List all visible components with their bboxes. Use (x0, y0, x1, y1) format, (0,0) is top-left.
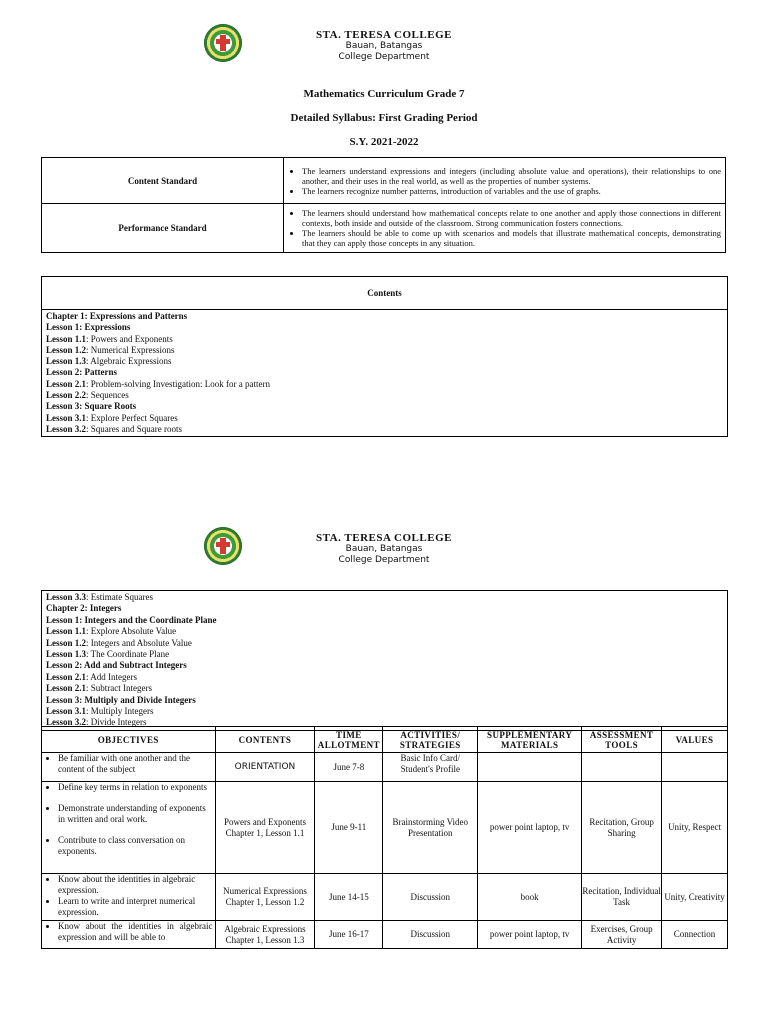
lesson-number: Lesson 3 (46, 401, 80, 412)
list-item: • Demonstrate understanding of exponents in written and oral work. (58, 803, 213, 825)
lesson-number: Lesson 3.2 (46, 717, 87, 728)
page-header (0, 29, 768, 63)
contents-line (46, 592, 723, 603)
lesson-number: Lesson 2.1 (46, 378, 87, 389)
contents-list (42, 310, 728, 437)
materials-cell: book (478, 874, 582, 921)
lesson-number: Lesson 3 (46, 694, 80, 705)
lesson-number: Lesson 2.1 (46, 671, 87, 682)
list-item: • The learners recognize number patterns, introduction of variables and the use of graphs. (302, 186, 721, 196)
lesson-number: Lesson 3.1 (46, 706, 87, 717)
contents-line (46, 334, 723, 345)
time-cell: June 14-15 (315, 874, 383, 921)
lesson-title: : The Coordinate Plane (86, 649, 170, 660)
lesson-number: Lesson 1.2 (46, 637, 87, 648)
college-name: STA. TERESA COLLEGE (316, 29, 452, 41)
lesson-title: : Numerical Expressions (86, 344, 175, 355)
contents-line (46, 626, 723, 637)
objectives-cell (42, 782, 216, 874)
lesson-title: : Algebraic Expressions (86, 356, 172, 367)
contents-table (41, 276, 728, 437)
contents-cell: Powers and Exponents Chapter 1, Lesson 1.1 (215, 782, 315, 874)
header-time-allotment: TIME ALLOTMENT (315, 727, 383, 753)
college-department: College Department (338, 555, 430, 565)
contents-cell: ORIENTATION (215, 753, 315, 782)
contents-line (46, 672, 723, 683)
contents-line (46, 413, 723, 424)
values-cell: Connection (662, 921, 728, 949)
table-row (42, 874, 728, 921)
materials-cell (478, 753, 582, 782)
objectives-cell (42, 753, 216, 782)
contents-line (46, 345, 723, 356)
time-cell: June 9-11 (315, 782, 383, 874)
values-cell: Unity, Respect (662, 782, 728, 874)
lesson-number: Lesson 1 (46, 322, 80, 333)
contents-list (42, 591, 728, 731)
college-location: Bauan, Batangas (345, 41, 423, 51)
lesson-number: Lesson 3.2 (46, 423, 87, 434)
lesson-number: Lesson 1.3 (46, 356, 87, 367)
lesson-title: : Multiply and Divide Integers (79, 694, 196, 705)
lesson-title: : Add and Subtract Integers (79, 660, 187, 671)
college-location: Bauan, Batangas (345, 544, 423, 554)
materials-cell: power point laptop, tv (478, 921, 582, 949)
list-item: • The learners should be able to come up with scenarios and models that illustrate mathematical concepts, demonstrating that they can apply those concepts in any situation. (302, 228, 721, 248)
materials-cell: power point laptop, tv (478, 782, 582, 874)
lesson-title: : Patterns (79, 367, 118, 378)
assessment-cell (582, 753, 662, 782)
contents-cell: Numerical Expressions Chapter 1, Lesson 1.2 (215, 874, 315, 921)
contents-line (46, 424, 723, 435)
lesson-number: Lesson 1 (46, 614, 80, 625)
content-standard-text (284, 158, 726, 204)
school-year: S.Y. 2021-2022 (349, 136, 419, 148)
performance-standard-text (284, 204, 726, 253)
contents-line (46, 356, 723, 367)
header-values: VALUES (662, 727, 728, 753)
header-assessment: ASSESSMENT TOOLS (582, 727, 662, 753)
contents-line (46, 638, 723, 649)
list-item: • The learners should understand how mathematical concepts relate to one another and apply those connections in different contexts, both inside and outside of the classroom. Strong communication fosters connections. (302, 208, 721, 228)
lesson-number: Lesson 1.2 (46, 344, 87, 355)
contents-line (46, 660, 723, 671)
college-department: College Department (338, 52, 430, 62)
contents-continued-table (41, 590, 728, 731)
lesson-number: Lesson 2.1 (46, 683, 87, 694)
lesson-title: : Problem-solving Investigation: Look for a pattern (86, 378, 270, 389)
activities-cell: Brainstorming Video Presentation (383, 782, 478, 874)
activities-cell: Discussion (383, 874, 478, 921)
table-header-row (42, 727, 728, 753)
objectives-cell (42, 921, 216, 949)
activities-cell: Basic Info Card/ Student's Profile (383, 753, 478, 782)
lesson-title: : Integers and Absolute Value (86, 637, 192, 648)
lesson-title: : Estimate Squares (86, 592, 154, 602)
lesson-title: : Sequences (86, 390, 129, 401)
list-item: • Learn to write and interpret numerical expression. (58, 896, 213, 918)
header-materials: SUPPLEMENTARY MATERIALS (478, 727, 582, 753)
table-row (42, 753, 728, 782)
syllabus-title: Detailed Syllabus: First Grading Period (290, 112, 478, 124)
contents-line (46, 379, 723, 390)
lesson-number: Chapter 1 (46, 311, 85, 321)
lesson-number: Lesson 1.3 (46, 649, 87, 660)
lesson-title: : Square Roots (79, 401, 137, 412)
values-cell: Unity, Creativity (662, 874, 728, 921)
lesson-number: Lesson 3.1 (46, 412, 87, 423)
time-cell: June 7-8 (315, 753, 383, 782)
performance-standard-label: Performance Standard (42, 204, 284, 253)
lesson-title: : Explore Perfect Squares (86, 412, 178, 423)
contents-heading: Contents (42, 277, 728, 310)
lesson-title: : Integers and the Coordinate Plane (79, 614, 217, 625)
time-cell: June 16-17 (315, 921, 383, 949)
lesson-number: Chapter 2 (46, 603, 85, 614)
objectives-cell (42, 874, 216, 921)
content-standard-label: Content Standard (42, 158, 284, 204)
contents-line (46, 322, 723, 333)
contents-line (46, 695, 723, 706)
activities-cell: Discussion (383, 921, 478, 949)
lesson-title: : Squares and Square roots (86, 423, 182, 434)
lesson-title: : Divide Integers (86, 717, 147, 728)
lesson-title: : Expressions (79, 322, 131, 333)
lesson-title: : Add Integers (86, 671, 138, 682)
syllabus-table (41, 726, 728, 949)
contents-line (46, 603, 723, 614)
lesson-number: Lesson 3.3 (46, 592, 87, 602)
list-item: • Know about the identities in algebraic expression. (58, 874, 213, 896)
lesson-title: : Explore Absolute Value (86, 626, 177, 637)
lesson-title: : Expressions and Patterns (84, 311, 188, 321)
lesson-number: Lesson 1.1 (46, 333, 87, 344)
table-row (42, 921, 728, 949)
standards-table (41, 157, 726, 253)
contents-line (46, 706, 723, 717)
values-cell (662, 753, 728, 782)
contents-line (46, 367, 723, 378)
assessment-cell: Recitation, Individual Task (582, 874, 662, 921)
lesson-title: : Powers and Exponents (86, 333, 173, 344)
contents-line (46, 649, 723, 660)
list-item: • Be familiar with one another and the content of the subject (58, 753, 213, 775)
lesson-title: : Integers (84, 603, 122, 614)
contents-line (46, 401, 723, 412)
college-name: STA. TERESA COLLEGE (316, 532, 452, 544)
content-standard-row (42, 158, 726, 204)
list-item: • The learners understand expressions and integers (including absolute value and operations), their relationships to one another, and their uses in the real world, as well as the properties of number systems. (302, 166, 721, 186)
contents-cell: Algebraic Expressions Chapter 1, Lesson 1.3 (215, 921, 315, 949)
assessment-cell: Exercises, Group Activity (582, 921, 662, 949)
contents-line (46, 390, 723, 401)
curriculum-title: Mathematics Curriculum Grade 7 (303, 88, 465, 100)
lesson-number: Lesson 2 (46, 367, 80, 378)
header-objectives: OBJECTIVES (42, 727, 216, 753)
lesson-title: : Multiply Integers (86, 706, 154, 717)
list-item: • Define key terms in relation to exponents (58, 782, 213, 793)
lesson-number: Lesson 2 (46, 660, 80, 671)
header-activities: ACTIVITIES/ STRATEGIES (383, 727, 478, 753)
header-contents: CONTENTS (215, 727, 315, 753)
contents-line (46, 311, 723, 322)
lesson-title: : Subtract Integers (86, 683, 152, 694)
assessment-cell: Recitation, Group Sharing (582, 782, 662, 874)
list-item: • Contribute to class conversation on exponents. (58, 835, 213, 857)
table-row (42, 782, 728, 874)
page-header (0, 532, 768, 566)
contents-line (46, 615, 723, 626)
lesson-number: Lesson 2.2 (46, 390, 87, 401)
lesson-number: Lesson 1.1 (46, 626, 87, 637)
performance-standard-row (42, 204, 726, 253)
list-item: • Know about the identities in algebraic expression and will be able to (58, 921, 213, 943)
contents-line (46, 683, 723, 694)
